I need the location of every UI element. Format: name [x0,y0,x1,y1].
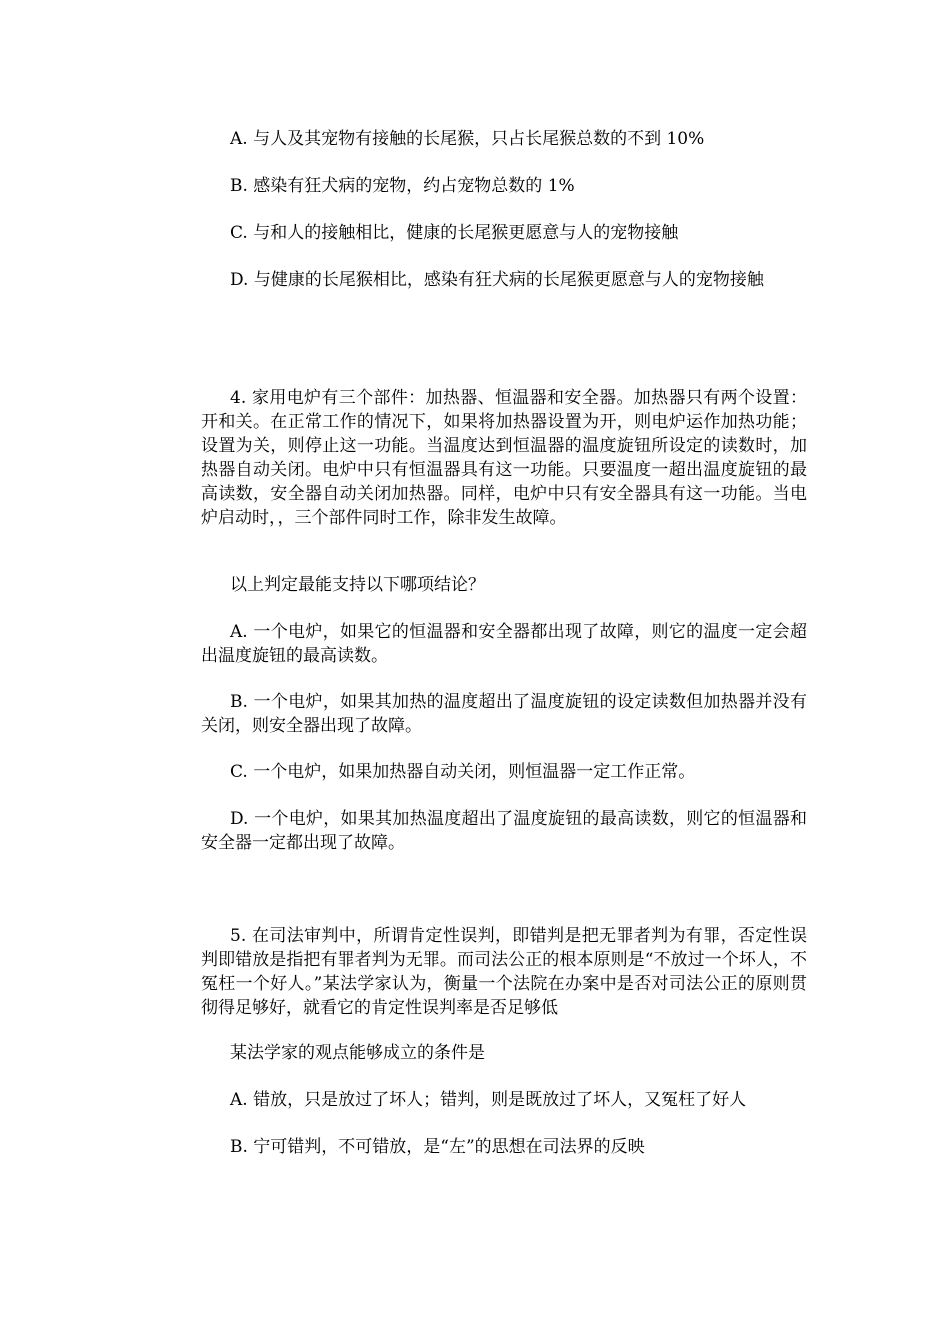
q3-option-b: B. 感染有狂犬病的宠物，约占宠物总数的 1% [230,176,575,196]
q4-question: 以上判定最能支持以下哪项结论？ [230,575,485,595]
q3-option-d: D. 与健康的长尾猴相比，感染有狂犬病的长尾猴更愿意与人的宠物接触 [230,270,764,290]
q5-option-a: A. 错放，只是放过了坏人；错判，则是既放过了坏人，又冤枉了好人 [230,1090,747,1110]
q4-option-c: C. 一个电炉，如果加热器自动关闭，则恒温器一定工作正常。 [230,762,696,782]
q3-option-a: A. 与人及其宠物有接触的长尾猴，只占长尾猴总数的不到 10% [230,129,705,149]
q4-stem: 4. 家用电炉有三个部件：加热器、恒温器和安全器。加热器只有两个设置：开和关。在正常工作的情况下，如果将加热器设置为开，则电炉运作加热功能；设置为关，则停止这一功能。当温度达到恒温器的温度旋钮所设定的读数时，加热器自动关闭。电炉中只有恒温器具有这一功能。只要温度一超出温度旋钮的最高读数，安全器自动关闭加热器。同样，电炉中只有安全器具有这一功能。当电炉启动时，，三个部件同时工作，除非发生故障。 [201,388,807,528]
q4-option-a: A. 一个电炉，如果它的恒温器和安全器都出现了故障，则它的温度一定会超出温度旋钮的最高读数。 [201,622,807,666]
q5-option-b: B. 宁可错判，不可错放，是“左”的思想在司法界的反映 [230,1137,645,1157]
q4-option-b: B. 一个电炉，如果其加热的温度超出了温度旋钮的设定读数但加热器并没有关闭，则安全器出现了故障。 [201,692,807,736]
q3-option-c: C. 与和人的接触相比，健康的长尾猴更愿意与人的宠物接触 [230,223,679,243]
q5-question: 某法学家的观点能够成立的条件是 [230,1043,485,1063]
q5-stem: 5. 在司法审判中，所谓肯定性误判，即错判是把无罪者判为有罪，否定性误判即错放是指把有罪者判为无罪。而司法公正的根本原则是“不放过一个坏人，不冤枉一个好人。”某法学家认为，衡量一个法院在办案中是否对司法公正的原则贯彻得足够好，就看它的肯定性误判率是否足够低 [201,926,807,1018]
q4-option-d: D. 一个电炉，如果其加热温度超出了温度旋钮的最高读数，则它的恒温器和安全器一定都出现了故障。 [201,809,807,853]
